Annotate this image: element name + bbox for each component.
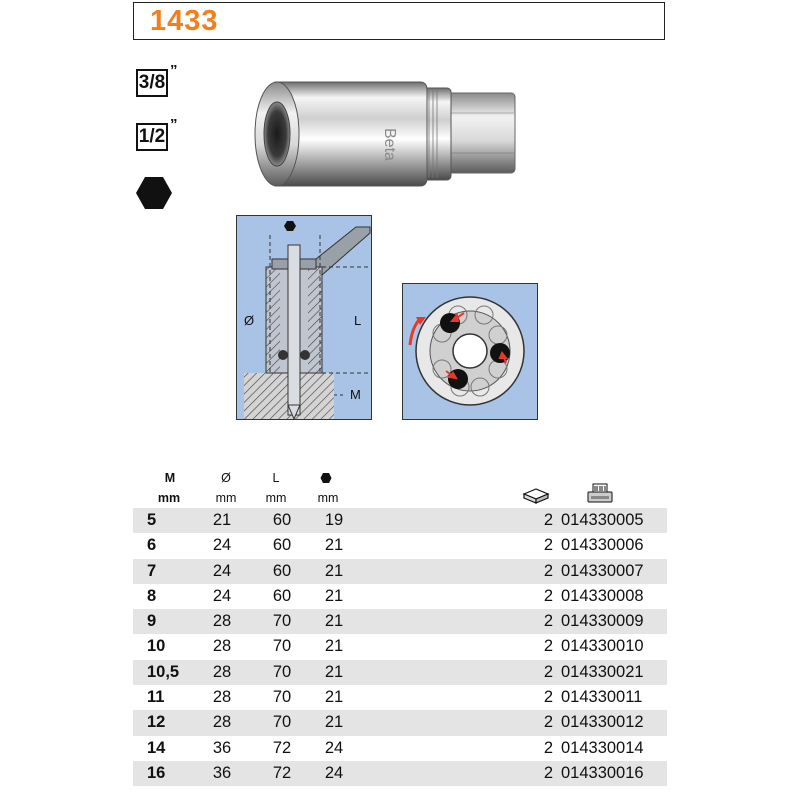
cell-diameter: 28 xyxy=(212,637,232,656)
cell-quantity: 2 xyxy=(543,713,553,732)
cell-hex: 21 xyxy=(324,536,344,555)
cell-hex: 21 xyxy=(324,713,344,732)
thread-label: M xyxy=(350,387,361,402)
cell-thread-size: 7 xyxy=(147,561,157,580)
cell-article-code: 014330012 xyxy=(561,713,644,732)
cell-diameter: 24 xyxy=(212,561,232,580)
header-m: M xyxy=(164,471,176,485)
cell-diameter: 28 xyxy=(212,713,232,732)
header-m-unit: mm xyxy=(157,491,181,505)
cell-length: 70 xyxy=(272,713,292,732)
cell-diameter: 36 xyxy=(212,763,232,782)
drive-size-3-8: 3/8 xyxy=(136,69,168,97)
cell-length: 70 xyxy=(272,612,292,631)
cell-thread-size: 5 xyxy=(147,511,157,529)
cell-hex: 21 xyxy=(324,612,344,631)
cell-length: 60 xyxy=(272,561,292,580)
cell-length: 72 xyxy=(272,738,292,757)
table-row xyxy=(133,660,667,685)
cell-article-code: 014330011 xyxy=(561,688,643,707)
table-row xyxy=(133,533,667,558)
cell-quantity: 2 xyxy=(543,536,553,555)
cell-quantity: 2 xyxy=(543,511,553,529)
table-row xyxy=(133,508,667,533)
package-icon xyxy=(522,486,550,504)
cell-thread-size: 16 xyxy=(147,763,166,782)
title-bar xyxy=(133,2,665,40)
cell-diameter: 28 xyxy=(212,662,232,681)
cell-article-code: 014330008 xyxy=(561,586,644,605)
cell-article-code: 014330016 xyxy=(561,763,644,782)
cell-article-code: 014330007 xyxy=(561,561,644,580)
socket-photo xyxy=(245,68,535,198)
header-diameter-unit: mm xyxy=(215,491,237,505)
table-row xyxy=(133,685,667,710)
header-diameter: Ø xyxy=(221,471,231,485)
table-row xyxy=(133,736,667,761)
cell-article-code: 014330021 xyxy=(561,662,644,681)
cell-length: 70 xyxy=(272,662,292,681)
product-table xyxy=(133,508,667,786)
cell-article-code: 014330010 xyxy=(561,637,644,656)
cell-thread-size: 11 xyxy=(147,688,165,707)
table-row xyxy=(133,761,667,786)
cell-hex: 21 xyxy=(324,662,344,681)
cell-quantity: 2 xyxy=(543,763,553,782)
table-row xyxy=(133,710,667,735)
cell-diameter: 28 xyxy=(212,688,232,707)
table-row xyxy=(133,559,667,584)
cell-thread-size: 9 xyxy=(147,612,157,631)
inch-mark: ” xyxy=(170,116,178,133)
diameter-label: Ø xyxy=(244,313,255,328)
cell-quantity: 2 xyxy=(543,612,553,631)
cell-article-code: 014330005 xyxy=(561,511,644,529)
cell-hex: 19 xyxy=(324,511,344,529)
cell-quantity: 2 xyxy=(543,688,553,707)
cell-length: 70 xyxy=(272,688,292,707)
cell-thread-size: 10,5 xyxy=(147,662,180,681)
header-hex-unit: mm xyxy=(317,491,339,505)
cell-quantity: 2 xyxy=(543,738,553,757)
cell-hex: 21 xyxy=(324,561,344,580)
cell-diameter: 21 xyxy=(212,511,232,529)
hexagon-icon xyxy=(135,175,173,211)
cell-article-code: 014330009 xyxy=(561,612,644,631)
cell-hex: 24 xyxy=(324,738,344,757)
cell-length: 60 xyxy=(272,536,292,555)
inch-mark: ” xyxy=(170,62,178,79)
product-number: 1433 xyxy=(150,5,219,37)
brand-marking: Beta xyxy=(381,128,398,161)
hexagon-icon xyxy=(320,472,332,484)
cell-hex: 24 xyxy=(324,763,344,782)
header-length-unit: mm xyxy=(265,491,287,505)
cell-length: 70 xyxy=(272,637,292,656)
cell-thread-size: 8 xyxy=(147,586,157,605)
length-label: L xyxy=(354,313,362,328)
cell-length: 72 xyxy=(272,763,292,782)
cell-hex: 21 xyxy=(324,637,344,656)
cell-length: 60 xyxy=(272,511,292,529)
cell-hex: 21 xyxy=(324,586,344,605)
cell-diameter: 24 xyxy=(212,536,232,555)
cell-diameter: 36 xyxy=(212,738,232,757)
table-row xyxy=(133,584,667,609)
cell-thread-size: 14 xyxy=(147,738,166,757)
roller-mechanism-diagram xyxy=(402,283,538,420)
cell-quantity: 2 xyxy=(543,561,553,580)
cell-diameter: 28 xyxy=(212,612,232,631)
cell-thread-size: 12 xyxy=(147,713,166,732)
cell-thread-size: 10 xyxy=(147,637,166,656)
cell-article-code: 014330014 xyxy=(561,738,644,757)
cell-quantity: 2 xyxy=(543,586,553,605)
cell-length: 60 xyxy=(272,586,292,605)
header-length: L xyxy=(272,471,280,485)
cell-article-code: 014330006 xyxy=(561,536,644,555)
cell-thread-size: 6 xyxy=(147,536,157,555)
cross-section-diagram xyxy=(236,215,372,420)
drive-size-1-2: 1/2 xyxy=(136,123,168,151)
barcode-printer-icon xyxy=(587,483,613,505)
cell-quantity: 2 xyxy=(543,662,553,681)
table-row xyxy=(133,634,667,659)
cell-quantity: 2 xyxy=(543,637,553,656)
cell-diameter: 24 xyxy=(212,586,232,605)
cell-hex: 21 xyxy=(324,688,344,707)
table-row xyxy=(133,609,667,634)
